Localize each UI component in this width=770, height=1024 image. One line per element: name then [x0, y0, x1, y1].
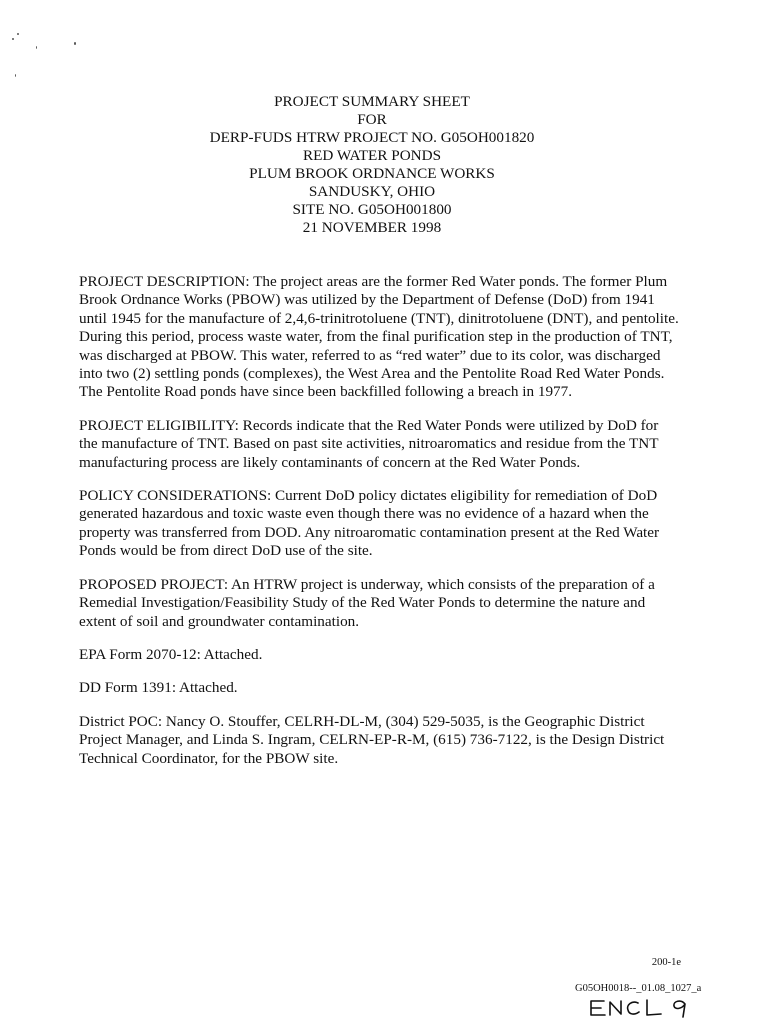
header-project-name: RED WATER PONDS — [302, 147, 442, 164]
header-title: PROJECT SUMMARY SHEET — [274, 93, 470, 110]
scan-speck — [17, 33, 19, 35]
footer-document-id: G05OH0018--_01.08_1027_a — [575, 983, 702, 994]
header-site-number: SITE NO. G05OH001800 — [292, 201, 452, 218]
dd-form-line: DD Form 1391: Attached. — [79, 679, 238, 697]
header-for: FOR — [357, 111, 387, 128]
project-description: PROJECT DESCRIPTION: The project areas are the former Red Water ponds. The former Plum Brook Ordnance Works (PBOW) was utilized by the Department of Defense (DoD) from 1941 until 1945 for the manufacture of 2,4,6-trinitrotoluene (TNT), dinitrotoluene (DNT), and pentolite. During this period, process waste water, from the final purification step in the production of TNT, was discharged at PBOW. This water, referred to as “red water” due to its color, was discharged into two (2) settling ponds (complexes), the West Area and the Pentolite Road Red Water Ponds. The Pentolite Road ponds have since been backfilled following a breach in 1977. — [79, 273, 679, 401]
footer-code: 200-1e — [651, 957, 681, 968]
header-installation: PLUM BROOK ORDNANCE WORKS — [249, 165, 495, 182]
district-poc: District POC: Nancy O. Stouffer, CELRH-DL-M, (304) 529-5035, is the Geographic District Project Manager, and Linda S. Ingram, CELRN-EP-R-M, (615) 736-7122, is the Design District Technical Coordinator, for the PBOW site. — [79, 712, 665, 767]
header-project-number: DERP-FUDS HTRW PROJECT NO. G05OH001820 — [209, 129, 535, 146]
document-body — [79, 273, 679, 783]
scan-speck — [36, 46, 37, 49]
epa-form-line: EPA Form 2070-12: Attached. — [79, 645, 263, 663]
proposed-project: PROPOSED PROJECT: An HTRW project is underway, which consists of the preparation of a Remedial Investigation/Feasibility Study of the Red Water Ponds to determine the nature and extent of soil and groundwater contamination. — [79, 575, 655, 630]
handwritten-enclosure-mark — [588, 996, 698, 1018]
header-location: SANDUSKY, OHIO — [308, 183, 436, 200]
project-eligibility: PROJECT ELIGIBILITY: Records indicate that the Red Water Ponds were utilized by DoD for the manufacture of TNT. Based on past site activities, nitroaromatics and residue from the TNT manufacturing process are likely contaminants of concern at the Red Water Ponds. — [79, 416, 659, 471]
scan-speck — [15, 74, 16, 77]
scan-speck — [12, 38, 14, 40]
header-date: 21 NOVEMBER 1998 — [302, 219, 442, 236]
document-header — [0, 93, 744, 237]
scan-speck — [74, 42, 76, 45]
policy-considerations: POLICY CONSIDERATIONS: Current DoD policy dictates eligibility for remediation of DoD generated hazardous and toxic waste even though there was no evidence of a hazard when the property was transferred from DOD. Any nitroaromatic contamination present at the Red Water Ponds would be from direct DoD use of the site. — [79, 487, 660, 560]
